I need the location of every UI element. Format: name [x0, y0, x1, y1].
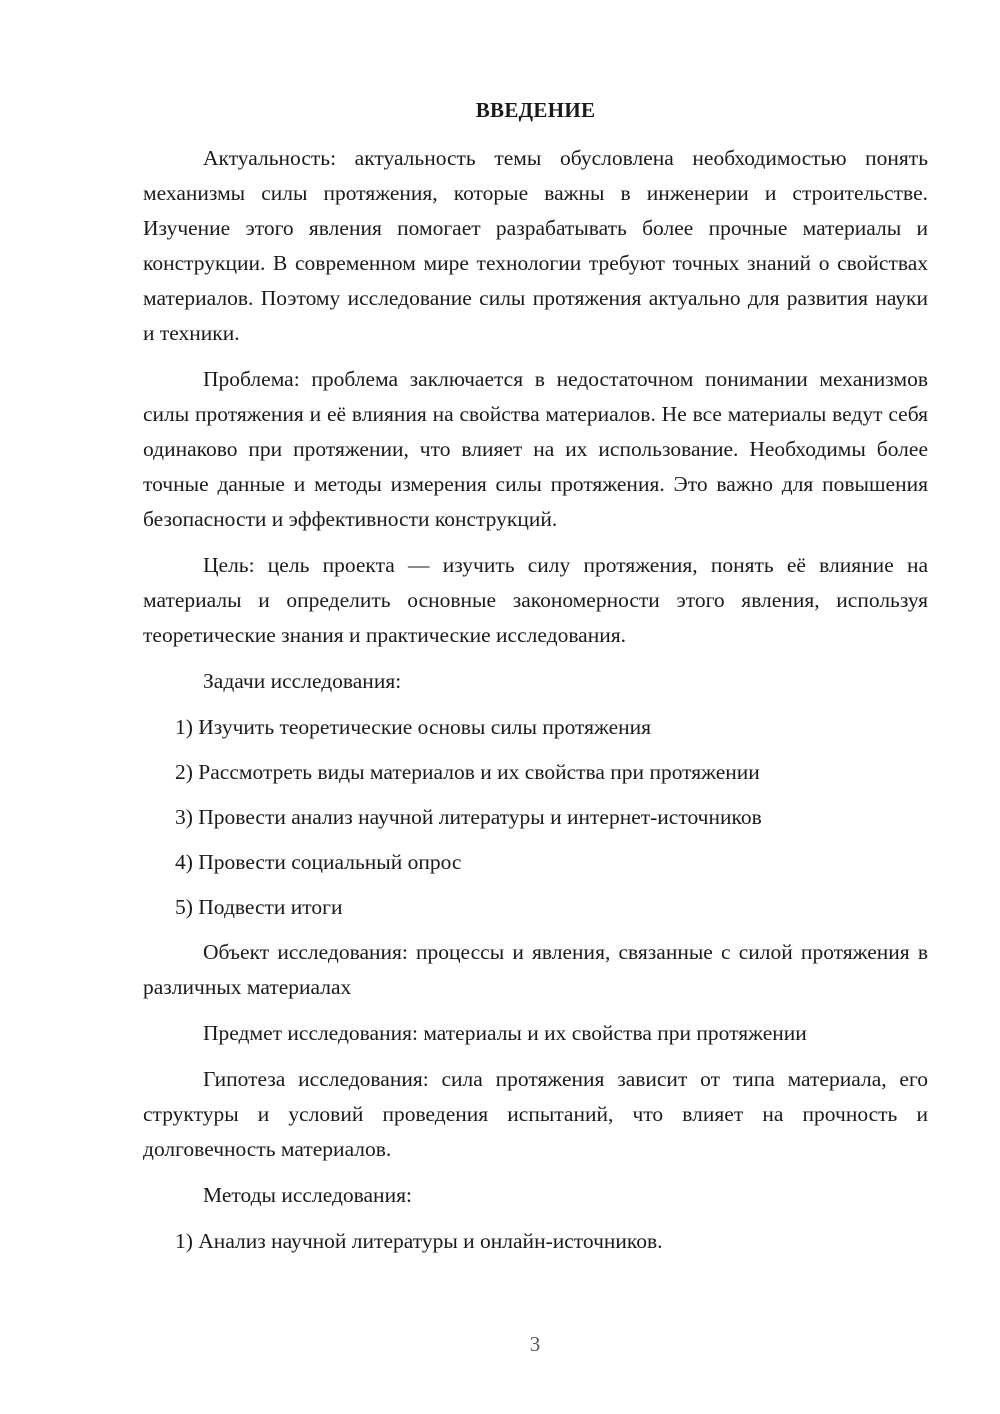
tasks-heading: Задачи исследования:: [203, 669, 402, 693]
subject-paragraph: Предмет исследования: материалы и их свойства при протяжении: [203, 1021, 807, 1045]
document-page: [143, 94, 928, 1269]
list-item: 3) Провести анализ научной литературы и интернет-источников: [175, 805, 762, 829]
methods-list: [143, 1224, 928, 1259]
list-item: 1) Изучить теоретические основы силы протяжения: [175, 715, 652, 739]
list-item: 1) Анализ научной литературы и онлайн-источников.: [175, 1229, 663, 1253]
list-item: 2) Рассмотреть виды материалов и их свойства при протяжении: [175, 760, 760, 784]
object-paragraph: Объект исследования: процессы и явления, связанные с силой протяжения в различных материалах: [143, 940, 928, 999]
methods-heading: Методы исследования:: [203, 1183, 412, 1207]
hypothesis-paragraph: Гипотеза исследования: сила протяжения зависит от типа материала, его структуры и условий проведения испытаний, что влияет на прочность и долговечность материалов.: [143, 1067, 928, 1161]
relevance-paragraph: Актуальность: актуальность темы обусловлена необходимостью понять механизмы силы протяжения, которые важны в инженерии и строительстве. Изучение этого явления помогает разрабатывать более прочные материалы и конструкции. В современном мире технологии требуют точных знаний о свойствах материалов. Поэтому исследование силы протяжения актуально для развития науки и техники.: [143, 146, 928, 345]
page-number: 3: [529, 1332, 541, 1356]
list-item: 4) Провести социальный опрос: [175, 850, 462, 874]
tasks-list: [143, 710, 928, 925]
goal-paragraph: Цель: цель проекта — изучить силу протяжения, понять её влияние на материалы и определить основные закономерности этого явления, используя теоретические знания и практические исследования.: [143, 553, 928, 647]
page-title: ВВЕДЕНИЕ: [475, 98, 596, 122]
list-item: 5) Подвести итоги: [175, 895, 343, 919]
problem-paragraph: Проблема: проблема заключается в недостаточном понимании механизмов силы протяжения и её влияния на свойства материалов. Не все материалы ведут себя одинаково при протяжении, что влияет на их использование. Необходимы более точные данные и методы измерения силы протяжения. Это важно для повышения безопасности и эффективности конструкций.: [143, 367, 928, 531]
